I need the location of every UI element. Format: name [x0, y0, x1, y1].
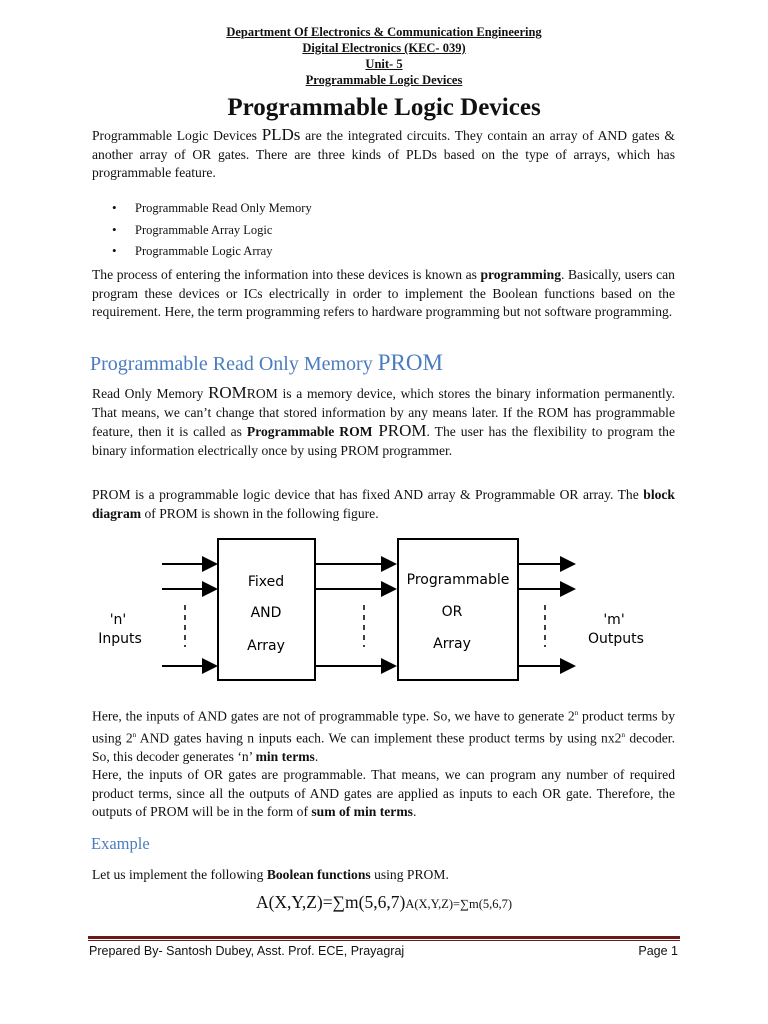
- or-gates-paragraph: [92, 766, 675, 822]
- outputs-label: Outputs: [588, 631, 644, 647]
- para-bold: Boolean functions: [266, 867, 371, 882]
- para-text: Let us implement the following: [92, 867, 267, 882]
- list-item: • Programmable Logic Array: [112, 241, 312, 263]
- para-text-rest: . The user has the flexibility to program the binary information electrically once by using PROM programmer.: [92, 424, 676, 458]
- para-text: decoder. So, this decoder generates ‘n’: [92, 730, 675, 765]
- para-text-rest: . Basically, users can program these devices or ICs electrically in order to implement the Boolean functions based on the requirement. Here, the term programming refers to hardware programming but not software programming.: [92, 267, 675, 320]
- superscript: n: [574, 709, 579, 717]
- prom-block-diagram: [90, 535, 680, 685]
- prom-acronym: PROM: [372, 421, 427, 441]
- para-text-rest: .: [412, 804, 417, 820]
- and-gates-paragraph: [92, 704, 675, 767]
- formula-small: A(X,Y,Z)=∑m(5,6,7): [405, 897, 513, 911]
- footer-page-number: Page 1: [638, 944, 678, 958]
- list-item: • Programmable Array Logic: [112, 220, 312, 242]
- outputs-label-m: 'm': [603, 612, 625, 628]
- rom-acronym: ROM: [208, 383, 247, 402]
- para-text: Here, the inputs of OR gates are programmable. That means, we can program any number of required product terms, since all the outputs of AND gates are applied as inputs to each OR gate. Therefore, the outputs of PROM will be in the form of: [92, 767, 675, 820]
- footer-rule: [88, 936, 680, 939]
- para-bold: sum of min terms: [311, 804, 413, 820]
- intro-text-rest: are the integrated circuits. They contain an array of AND gates & another array of OR gates. There are three kinds of PLDs based on the type of arrays, which has programmable feature.: [92, 128, 675, 181]
- inputs-label: Inputs: [98, 631, 142, 647]
- para-bold: programming: [480, 267, 562, 282]
- heading-text: Programmable Read Only Memory: [90, 353, 378, 375]
- example-heading: Example: [91, 834, 150, 853]
- formula-large: A(X,Y,Z)=∑m(5,6,7): [255, 892, 406, 912]
- or-block-label-2: OR: [441, 604, 463, 620]
- footer-prepared-by: Prepared By- Santosh Dubey, Asst. Prof. ECE, Prayagraj: [89, 944, 405, 958]
- footer-rule-thin: [88, 940, 680, 941]
- para-text-rest: of PROM is shown in the following figure.: [141, 505, 379, 521]
- and-block-label-1: Fixed: [247, 574, 285, 590]
- boolean-formula: [0, 892, 768, 913]
- para-bold: block diagram: [92, 487, 675, 521]
- and-block-label-3: Array: [247, 638, 285, 654]
- prom-paragraph: [92, 486, 675, 523]
- para-bold: min terms: [255, 749, 315, 765]
- para-text-mid: ROM is a memory device, which stores the binary information permanently. That means, we can’t change that stored information by any means later. If the ROM has programmable feature, then it is called as: [92, 386, 675, 440]
- department-header: Department Of Electronics & Communication Engineering: [226, 25, 542, 39]
- or-block-label-1: Programmable: [406, 572, 510, 588]
- para-text: product terms by using 2: [92, 708, 675, 746]
- course-header: Digital Electronics (KEC- 039): [302, 41, 466, 55]
- superscript: n: [132, 731, 137, 740]
- page-title: Programmable Logic Devices: [227, 94, 541, 121]
- para-text: The process of entering the information into these devices is known as: [92, 267, 481, 282]
- para-text: PROM is a programmable logic device that has fixed AND array & Programmable OR array. The: [92, 487, 644, 502]
- example-paragraph: [92, 866, 675, 885]
- unit-header: Unit- 5: [365, 57, 403, 71]
- para-text: .: [314, 749, 319, 765]
- topic-header: Programmable Logic Devices: [305, 73, 463, 87]
- rom-paragraph: [92, 384, 675, 460]
- list-item: • Programmable Read Only Memory: [112, 198, 312, 220]
- intro-text: Programmable Logic Devices: [92, 128, 262, 143]
- programming-paragraph: [92, 266, 675, 322]
- para-text: Here, the inputs of AND gates are not of programmable type. So, we have to generate 2: [92, 708, 575, 724]
- prom-heading: [90, 350, 443, 376]
- or-block-label-3: Array: [433, 636, 471, 652]
- para-text: AND gates having n inputs each. We can implement these product terms by using nx2: [136, 730, 622, 746]
- para-text-rest: using PROM.: [370, 867, 449, 882]
- intro-acronym: PLDs: [261, 125, 301, 144]
- intro-paragraph: [92, 126, 675, 183]
- superscript: n: [621, 731, 625, 740]
- para-bold: Programmable ROM: [246, 424, 373, 440]
- inputs-label-n: 'n': [109, 612, 127, 628]
- para-text: Read Only Memory: [92, 386, 209, 401]
- heading-acronym: PROM: [377, 350, 443, 375]
- pld-type-list: [112, 198, 312, 263]
- and-block-label-2: AND: [250, 605, 282, 621]
